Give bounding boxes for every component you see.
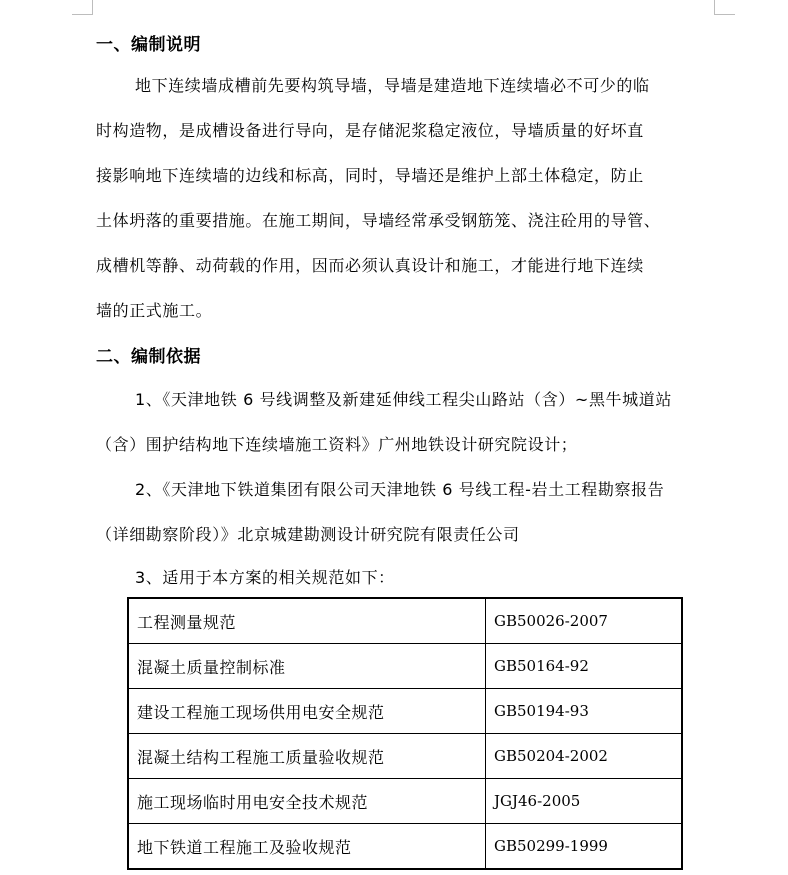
table-row (128, 689, 682, 734)
standard-code: GB50299-1999 (486, 824, 683, 870)
basis-item-2-line: （详细勘察阶段）》北京城建勘测设计研究院有限责任公司 (96, 525, 520, 544)
paragraph-line: 时构造物，是成槽设备进行导向，是存储泥浆稳定液位，导墙质量的好坏直 (96, 121, 644, 140)
paragraph-line: 地下连续墙成槽前先要构筑导墙，导墙是建造地下连续墙必不可少的临 (135, 76, 650, 95)
standards-table (127, 597, 683, 870)
standard-name: 施工现场临时用电安全技术规范 (128, 779, 486, 824)
table-row (128, 779, 682, 824)
section-heading-basis: 二、编制依据 (96, 347, 201, 367)
standard-code: GB50194-93 (486, 689, 683, 734)
standard-name: 工程测量规范 (128, 598, 486, 644)
paragraph-line: 土体坍落的重要措施。在施工期间，导墙经常承受钢筋笼、浇注砼用的导管、 (96, 211, 661, 230)
paragraph-line: 墙的正式施工。 (96, 301, 213, 320)
standard-code: GB50164-92 (486, 644, 683, 689)
basis-item-1-line: 1、《天津地铁 6 号线调整及新建延伸线工程尖山路站（含）~黑牛城道站 (135, 390, 672, 409)
standard-name: 地下铁道工程施工及验收规范 (128, 824, 486, 870)
crop-mark-left (72, 0, 93, 15)
paragraph-line: 成槽机等静、动荷载的作用，因而必须认真设计和施工，才能进行地下连续 (96, 256, 644, 275)
table-row (128, 598, 682, 644)
basis-item-1-line: （含）围护结构地下连续墙施工资料》广州地铁设计研究院设计； (96, 435, 578, 454)
crop-mark-right (714, 0, 735, 15)
standard-code: JGJ46-2005 (486, 779, 683, 824)
standard-name: 建设工程施工现场供用电安全规范 (128, 689, 486, 734)
table-row (128, 734, 682, 779)
basis-item-2-line: 2、《天津地下铁道集团有限公司天津地铁 6 号线工程-岩土工程勘察报告 (135, 480, 665, 499)
section-heading-preparation: 一、编制说明 (96, 35, 201, 55)
standard-code: GB50204-2002 (486, 734, 683, 779)
standard-name: 混凝土结构工程施工质量验收规范 (128, 734, 486, 779)
standard-code: GB50026-2007 (486, 598, 683, 644)
basis-item-3: 3、适用于本方案的相关规范如下： (135, 568, 395, 587)
table-row (128, 644, 682, 689)
table-row (128, 824, 682, 870)
standard-name: 混凝土质量控制标准 (128, 644, 486, 689)
paragraph-line: 接影响地下连续墙的边线和标高，同时，导墙还是维护上部土体稳定，防止 (96, 166, 644, 185)
